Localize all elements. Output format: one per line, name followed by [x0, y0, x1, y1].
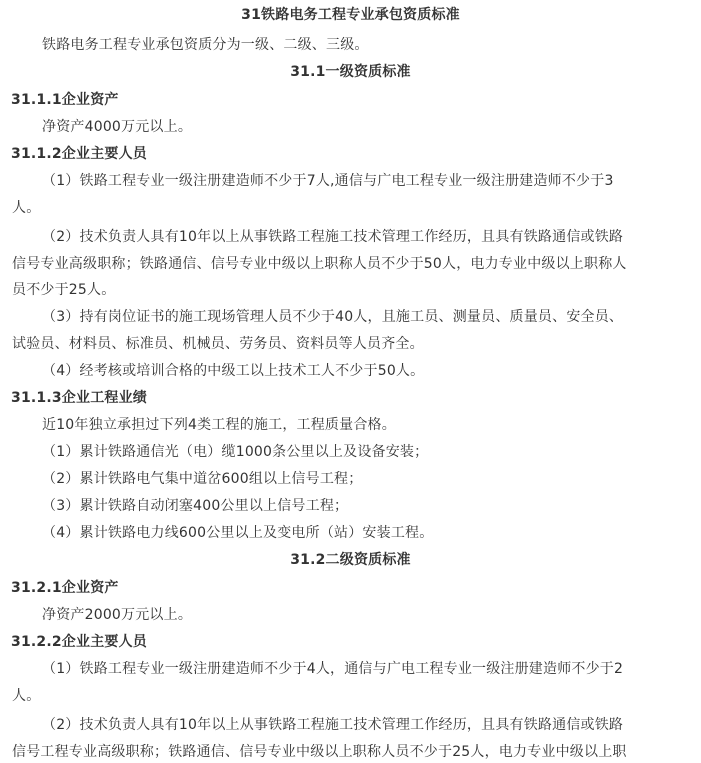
level1-performance-heading: 31.1.3企业工程业绩: [11, 390, 148, 406]
level1-performance-item-4: （4）累计铁路电力线600公里以上及变电所（站）安装工程。: [42, 525, 434, 541]
intro-text: 铁路电务工程专业承包资质分为一级、二级、三级。: [42, 37, 369, 53]
level2-personnel-item-1-line-1: （1）铁路工程专业一级注册建造师不少于4人，通信与广电工程专业一级注册建造师不少于2: [42, 661, 624, 677]
level1-title: 31.1一级资质标准: [290, 64, 411, 80]
level2-personnel-heading: 31.2.2企业主要人员: [11, 634, 148, 650]
level1-personnel-item-3-line-2: 试验员、材料员、标准员、机械员、劳务员、资料员等人员齐全。: [12, 336, 424, 352]
level2-assets-heading: 31.2.1企业资产: [11, 580, 119, 596]
document-title: 31铁路电务工程专业承包资质标准: [241, 7, 460, 23]
level1-performance-item-3: （3）累计铁路自动闭塞400公里以上信号工程；: [42, 498, 349, 514]
level2-personnel-item-2-line-2: 信号工程专业高级职称；铁路通信、信号专业中级以上职称人员不少于25人，电力专业中级以上职: [12, 744, 627, 760]
level1-performance-item-2: （2）累计铁路电气集中道岔600组以上信号工程；: [42, 471, 363, 487]
level1-personnel-item-2-line-1: （2）技术负责人具有10年以上从事铁路工程施工技术管理工作经历，且具有铁路通信或铁路: [42, 229, 624, 245]
level1-assets-heading: 31.1.1企业资产: [11, 92, 119, 108]
level2-personnel-item-1-line-2: 人。: [12, 688, 41, 704]
level1-personnel-item-2-line-2: 信号专业高级职称；铁路通信、信号专业中级以上职称人员不少于50人，电力专业中级以上职称人: [12, 256, 627, 272]
level1-personnel-item-1-line-2: 人。: [12, 200, 41, 216]
level1-performance-intro: 近10年独立承担过下列4类工程的施工，工程质量合格。: [42, 417, 396, 433]
level1-personnel-item-3-line-1: （3）持有岗位证书的施工现场管理人员不少于40人，且施工员、测量员、质量员、安全员、: [42, 309, 624, 325]
level2-personnel-item-2-line-1: （2）技术负责人具有10年以上从事铁路工程施工技术管理工作经历，且具有铁路通信或铁路: [42, 717, 624, 733]
level1-personnel-heading: 31.1.2企业主要人员: [11, 146, 148, 162]
level1-assets-text: 净资产4000万元以上。: [42, 119, 193, 135]
level1-personnel-item-2-line-3: 员不少于25人。: [12, 282, 116, 298]
level2-assets-text: 净资产2000万元以上。: [42, 607, 193, 623]
level1-personnel-item-4: （4）经考核或培训合格的中级工以上技术工人不少于50人。: [42, 363, 425, 379]
level1-personnel-item-1-line-1: （1）铁路工程专业一级注册建造师不少于7人,通信与广电工程专业一级注册建造师不少于3: [42, 173, 614, 189]
level1-performance-item-1: （1）累计铁路通信光（电）缆1000条公里以上及设备安装；: [42, 444, 429, 460]
level2-title: 31.2二级资质标准: [290, 552, 411, 568]
